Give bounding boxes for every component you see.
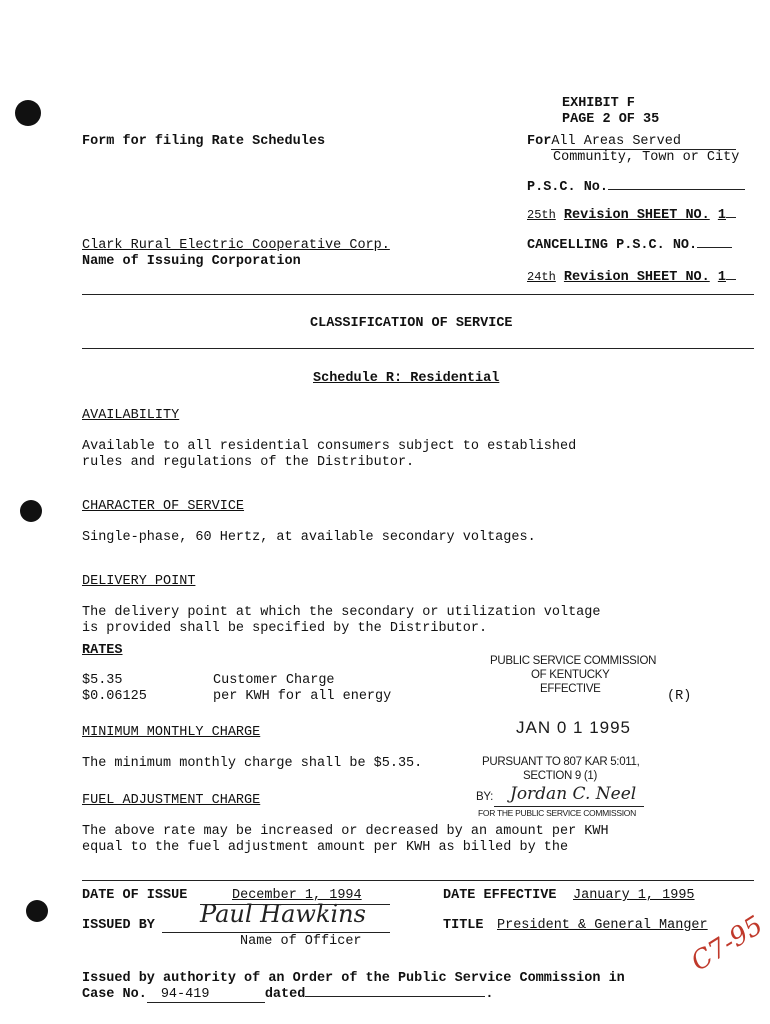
fuel-line-2: equal to the fuel adjustment amount per KWH as billed by the xyxy=(82,840,569,855)
date-of-issue-value: December 1, 1994 xyxy=(232,888,362,903)
issued-by-label: ISSUED BY xyxy=(82,918,155,933)
cancelling-field xyxy=(527,238,732,253)
form-title: Form for filing Rate Schedules xyxy=(82,134,326,149)
stamp-date: JAN 0 1 1995 xyxy=(516,718,632,737)
date-effective-value: January 1, 1995 xyxy=(573,888,695,903)
stamp-by-label: BY: xyxy=(476,791,494,803)
case-label: Case No. xyxy=(82,987,147,1002)
authority-line: Issued by authority of an Order of the Public Service Commission in xyxy=(82,971,625,986)
case-value: 94-419 xyxy=(160,987,210,1002)
punch-hole-top xyxy=(15,100,41,126)
availability-line-2: rules and regulations of the Distributor. xyxy=(82,455,415,470)
psc-no-label: P.S.C. No. xyxy=(527,180,609,195)
title-label: TITLE xyxy=(443,918,484,933)
sheet-number: 1 xyxy=(717,208,726,223)
stamp-commission: PUBLIC SERVICE COMMISSION xyxy=(490,655,657,667)
date-effective-label: DATE EFFECTIVE xyxy=(443,888,557,903)
for-field xyxy=(527,134,736,150)
cancel-sheet-number: 1 xyxy=(717,270,726,285)
stamp-effective: EFFECTIVE xyxy=(540,683,601,695)
stamp-signature: Jordan C. Neel xyxy=(510,784,637,804)
cancel-revision-field xyxy=(527,270,736,285)
revision-field xyxy=(527,208,736,223)
for-label: For xyxy=(527,134,552,149)
revision-number: 25th xyxy=(527,208,556,222)
for-value: All Areas Served xyxy=(551,134,736,150)
rates-heading: RATES xyxy=(82,643,123,658)
schedule-title: Schedule R: Residential xyxy=(313,371,500,386)
stamp-pursuant: PURSUANT TO 807 KAR 5:011, xyxy=(482,756,640,768)
delivery-line-1: The delivery point at which the secondary or utilization voltage xyxy=(82,605,601,620)
page-label: PAGE 2 OF 35 xyxy=(562,112,660,127)
footer-divider xyxy=(82,880,754,881)
rate-desc-2: per KWH for all energy xyxy=(213,689,392,704)
stamp-signature-line xyxy=(494,806,644,807)
cancel-revision-number: 24th xyxy=(527,270,556,284)
rate-amount-2: $0.06125 xyxy=(82,689,147,704)
date-of-issue-label: DATE OF ISSUE xyxy=(82,888,188,903)
revision-label: Revision SHEET NO. xyxy=(563,208,710,223)
fuel-heading: FUEL ADJUSTMENT CHARGE xyxy=(82,793,261,808)
punch-hole-middle xyxy=(20,500,42,522)
margin-note: C7-95 xyxy=(686,910,769,978)
delivery-heading: DELIVERY POINT xyxy=(82,574,196,589)
cancel-revision-label: Revision SHEET NO. xyxy=(563,270,710,285)
exhibit-label: EXHIBIT F xyxy=(562,96,635,111)
character-text: Single-phase, 60 Hertz, at available secondary voltages. xyxy=(82,530,536,545)
availability-line-1: Available to all residential consumers subject to established xyxy=(82,439,577,454)
officer-line xyxy=(162,932,390,933)
cancelling-label: CANCELLING P.S.C. NO. xyxy=(527,238,698,253)
punch-hole-bottom xyxy=(26,900,48,922)
minimum-heading: MINIMUM MONTHLY CHARGE xyxy=(82,725,261,740)
issuer-caption: Name of Issuing Corporation xyxy=(82,254,301,269)
issuer-name: Clark Rural Electric Cooperative Corp. xyxy=(82,238,390,253)
classification-title: CLASSIFICATION OF SERVICE xyxy=(310,316,513,331)
officer-signature: Paul Hawkins xyxy=(200,900,366,928)
psc-no-field xyxy=(527,180,745,195)
stamp-state: OF KENTUCKY xyxy=(531,669,610,681)
fuel-line-1: The above rate may be increased or decreased by an amount per KWH xyxy=(82,824,609,839)
minimum-text: The minimum monthly charge shall be $5.35. xyxy=(82,756,423,771)
community-caption: Community, Town or City xyxy=(553,150,740,165)
officer-caption: Name of Officer xyxy=(240,934,362,949)
case-line xyxy=(82,987,493,1003)
rate-amount-1: $5.35 xyxy=(82,673,123,688)
rate-change-marker: (R) xyxy=(667,689,692,704)
availability-heading: AVAILABILITY xyxy=(82,408,180,423)
header-divider xyxy=(82,294,754,295)
stamp-for-commission: FOR THE PUBLIC SERVICE COMMISSION xyxy=(478,808,636,818)
dated-end: . xyxy=(485,987,494,1002)
title-divider xyxy=(82,348,754,349)
rate-desc-1: Customer Charge xyxy=(213,673,335,688)
dated-label: dated xyxy=(264,987,306,1002)
delivery-line-2: is provided shall be specified by the Distributor. xyxy=(82,621,488,636)
title-value: President & General Manger xyxy=(497,918,708,933)
character-heading: CHARACTER OF SERVICE xyxy=(82,499,245,514)
stamp-section: SECTION 9 (1) xyxy=(523,770,598,782)
